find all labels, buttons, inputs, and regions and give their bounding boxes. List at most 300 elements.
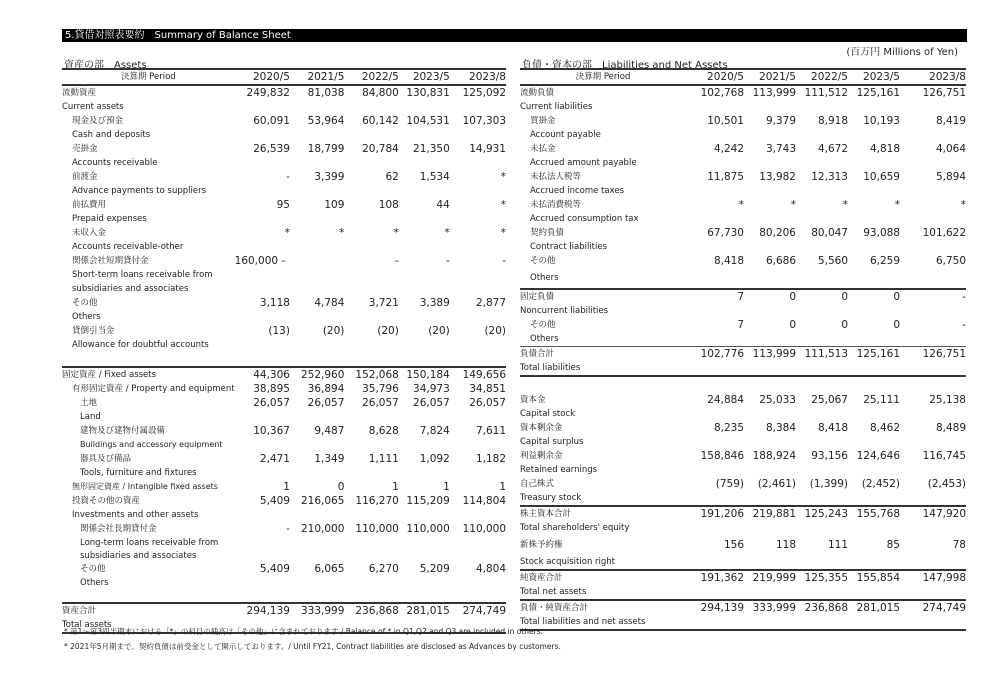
row-label-jp: 無形固定資産 / Intangible fixed assets: [72, 482, 218, 491]
cell: 104,531: [406, 115, 450, 127]
cell: 3,389: [419, 297, 450, 309]
row-label-jp: 前渡金: [72, 172, 98, 182]
row-label-jp: 現金及び預金: [72, 116, 124, 126]
cell: 60,091: [253, 115, 290, 127]
row-label-en: Tools, furniture and fixtures: [80, 468, 197, 478]
cell: 67,730: [707, 227, 744, 239]
table-row: [62, 324, 506, 338]
row-label-en: Current liabilities: [520, 102, 593, 112]
cell: 5,560: [817, 255, 848, 267]
cell: 10,367: [253, 425, 290, 437]
table-row: [520, 535, 966, 555]
cell: 10,501: [707, 115, 744, 127]
row-label-en: Accounts receivable: [72, 158, 158, 168]
row-label-jp: 固定資産 / Fixed assets: [62, 367, 235, 382]
cell: 1,182: [475, 453, 506, 465]
row-label-en: Accounts receivable-other: [72, 242, 184, 252]
footnote: * 2021年5月期まで、契約負債は前受金として開示しております。/ Until FY21, Contract liabilities are disclosed as Advances by customers.: [64, 642, 561, 651]
cell: 95: [276, 199, 290, 211]
total-net-assets-row: [520, 570, 966, 585]
cell: *: [500, 171, 506, 183]
row-label-en: Capital surplus: [520, 437, 584, 447]
row-label-en: Accrued income taxes: [530, 186, 625, 196]
cell: -: [286, 523, 290, 535]
cell: 44,306: [235, 367, 290, 382]
cell: 25,111: [863, 394, 900, 406]
cell: 7: [686, 289, 744, 304]
row-label-jp: 株主資本合計: [520, 506, 686, 521]
cell: 84,800: [362, 87, 399, 99]
cell: *: [500, 227, 506, 239]
cell: 4,818: [869, 143, 900, 155]
period-col: 2021/5: [290, 69, 344, 85]
table-row: [520, 142, 966, 156]
table-row: [62, 424, 506, 438]
cell: 1,349: [314, 453, 345, 465]
row-label-en: Others: [530, 273, 559, 283]
row-label-jp: 前払費用: [72, 200, 107, 210]
cell: 111,512: [804, 87, 848, 99]
cell: 8,418: [817, 422, 848, 434]
row-label-en: Accrued amount payable: [530, 158, 637, 168]
cell: 93,156: [811, 450, 848, 462]
cell: 160,000 -: [234, 255, 286, 267]
cell: *: [500, 199, 506, 211]
row-label-jp: 未払法人税等: [530, 172, 582, 182]
cell: 110,000: [462, 523, 506, 535]
cell: 116,745: [922, 450, 966, 462]
row-label-en: Noncurrent liabilities: [520, 306, 609, 316]
row-label-jp: その他: [530, 256, 556, 266]
table-row: [62, 452, 506, 466]
cell: 5,409: [259, 563, 290, 575]
table-row: [62, 367, 506, 382]
cell: *: [339, 227, 345, 239]
table-row: [520, 226, 966, 240]
cell: 35,796: [362, 383, 399, 395]
cell: 4,242: [713, 143, 744, 155]
row-label-jp: 負債・純資産合計: [520, 600, 686, 615]
cell: 5,894: [935, 171, 966, 183]
row-label-jp: 土地: [80, 398, 98, 408]
cell: *: [284, 227, 290, 239]
table-row: [520, 421, 966, 435]
cell: 125,161: [848, 347, 900, 362]
cell: 294,139: [235, 603, 290, 618]
table-row: [520, 114, 966, 128]
period-col: 2022/5: [796, 69, 848, 85]
cell: 6,259: [869, 255, 900, 267]
cell: 20,784: [362, 143, 399, 155]
table-row: [520, 318, 966, 332]
cell: 85: [886, 539, 900, 551]
cell: 8,462: [869, 422, 900, 434]
row-label-jp: その他: [80, 564, 106, 574]
table-row: [62, 296, 506, 310]
table-row: [62, 142, 506, 156]
cell: 80,206: [759, 227, 796, 239]
cell: 8,489: [935, 422, 966, 434]
cell: 8,419: [935, 115, 966, 127]
row-label-en: Total assets: [62, 618, 506, 633]
cell: 109: [324, 199, 345, 211]
cell: 333,999: [744, 600, 796, 615]
cell: 2,877: [475, 297, 506, 309]
cell: 0: [841, 319, 848, 331]
cell: 0: [744, 289, 796, 304]
cell: -: [502, 255, 506, 267]
cell: -: [395, 255, 399, 267]
assets-header-row: [62, 69, 506, 85]
row-label-jp: 未収入金: [72, 228, 107, 238]
cell: 125,092: [462, 87, 506, 99]
total-shareholders-equity-row: [520, 506, 966, 521]
row-label-en: Stock acquisition right: [520, 557, 615, 567]
row-label-jp: 流動負債: [520, 88, 555, 98]
row-label-en: Cash and deposits: [72, 130, 151, 140]
cell: 5,209: [419, 563, 450, 575]
cell: 191,362: [686, 570, 744, 585]
unit-label: (百万円 Millions of Yen): [846, 47, 958, 58]
cell: 249,832: [246, 87, 290, 99]
cell: 126,751: [900, 347, 966, 362]
cell: (13): [268, 325, 290, 337]
table-row: [62, 562, 506, 576]
cell: 216,065: [300, 495, 345, 507]
cell: *: [960, 199, 966, 211]
cell: 10,659: [863, 171, 900, 183]
cell: 1,092: [419, 453, 450, 465]
cell: 155,768: [848, 506, 900, 521]
cell: 150,184: [399, 367, 450, 382]
cell: 0: [893, 319, 900, 331]
period-col: 2023/8: [450, 69, 506, 85]
cell: 24,884: [707, 394, 744, 406]
cell: 8,418: [713, 255, 744, 267]
row-label-jp: 有形固定資産 / Property and equipment: [72, 384, 235, 394]
row-label-en: Treasury stock: [520, 493, 582, 503]
cell: 0: [796, 289, 848, 304]
cell: 7,611: [475, 425, 506, 437]
cell: 25,138: [929, 394, 966, 406]
cell: 3,399: [314, 171, 345, 183]
cell: 34,851: [469, 383, 506, 395]
cell: *: [738, 199, 744, 211]
liabilities-header-row: [520, 69, 966, 85]
cell: (20): [428, 325, 450, 337]
cell: [290, 254, 344, 268]
row-label-jp: その他: [72, 298, 98, 308]
period-col: 2023/5: [848, 69, 900, 85]
cell: *: [894, 199, 900, 211]
cell: 147,998: [900, 570, 966, 585]
cell: 21,350: [413, 143, 450, 155]
cell: 1: [392, 481, 399, 493]
cell: 93,088: [863, 227, 900, 239]
section-title-bar: 5.貸借対照表要約 Summary of Balance Sheet: [62, 29, 967, 42]
cell: 113,999: [744, 347, 796, 362]
cell: 5,409: [259, 495, 290, 507]
cell: 147,920: [900, 506, 966, 521]
cell: 111,513: [796, 347, 848, 362]
cell: 26,057: [253, 397, 290, 409]
cell: 114,804: [462, 495, 506, 507]
cell: 219,881: [744, 506, 796, 521]
cell: 3,743: [765, 143, 796, 155]
period-col: 2020/5: [686, 69, 744, 85]
cell: 14,931: [469, 143, 506, 155]
cell: 111: [827, 539, 848, 551]
cell: 0: [848, 289, 900, 304]
cell: 6,750: [935, 255, 966, 267]
cell: (20): [322, 325, 345, 337]
cell: 1,534: [419, 171, 450, 183]
cell: 188,924: [752, 450, 796, 462]
cell: 156: [723, 539, 744, 551]
row-label-en: Prepaid expenses: [72, 214, 147, 224]
cell: 4,064: [935, 143, 966, 155]
cell: 130,831: [406, 87, 450, 99]
cell: 333,999: [290, 603, 344, 618]
cell: 102,768: [700, 87, 744, 99]
row-label-en: Others: [80, 578, 109, 588]
table-row: [520, 85, 966, 100]
cell: (2,452): [861, 478, 900, 490]
table-row: [62, 254, 506, 268]
cell: 118: [775, 539, 796, 551]
row-label-en: Current assets: [62, 102, 124, 112]
row-label-en: Capital stock: [520, 409, 576, 419]
cell: 210,000: [300, 523, 345, 535]
cell: *: [444, 227, 450, 239]
cell: 11,875: [707, 171, 744, 183]
row-label-jp: 売掛金: [72, 144, 98, 154]
cell: 107,303: [462, 115, 506, 127]
row-label-jp: 資本金: [520, 395, 546, 405]
row-label-en: Others: [530, 334, 559, 344]
row-label-jp: 利益剰余金: [520, 451, 563, 461]
cell: 281,015: [399, 603, 450, 618]
cell: 110,000: [355, 523, 399, 535]
cell: 53,964: [307, 115, 345, 127]
row-label-jp: 契約負債: [530, 228, 565, 238]
cell: 4,784: [314, 297, 345, 309]
cell: 1: [283, 481, 290, 493]
cell: 124,646: [856, 450, 900, 462]
cell: 236,868: [344, 603, 398, 618]
total-liabilities-row: [520, 347, 966, 362]
cell: 13,982: [759, 171, 796, 183]
cell: 158,846: [700, 450, 744, 462]
row-label-en: Accrued consumption tax: [530, 214, 639, 224]
cell: 25,033: [759, 394, 796, 406]
assets-table: [62, 68, 506, 634]
row-label-en: subsidiaries and associates: [80, 551, 197, 561]
cell: 8,628: [368, 425, 399, 437]
row-label-jp: その他: [530, 320, 556, 330]
cell: -: [900, 289, 966, 304]
row-label-jp: 貸倒引当金: [72, 326, 115, 336]
cell: 219,999: [744, 570, 796, 585]
cell: 8,918: [817, 115, 848, 127]
footnote: * 第1～第3四半期末における「*」の科目の残高は「その他」に含まれております / Balance of * in Q1,Q2 and Q3 are included in others.: [64, 627, 543, 636]
cell: 60,142: [362, 115, 399, 127]
period-col: 2020/5: [235, 69, 290, 85]
cell: 125,355: [796, 570, 848, 585]
cell: 2,471: [259, 453, 290, 465]
cell: 9,379: [765, 115, 796, 127]
table-row: [62, 480, 506, 494]
total-assets-row: [62, 603, 506, 618]
row-label-jp: 純資産合計: [520, 570, 686, 585]
cell: 10,193: [863, 115, 900, 127]
row-label-jp: 固定負債: [520, 289, 686, 304]
row-label-jp: 資産合計: [62, 603, 235, 618]
row-label-jp: 新株予約権: [520, 540, 563, 550]
row-label-en: Short-term loans receivable from: [72, 270, 213, 280]
cell: 3,118: [259, 297, 290, 309]
row-label-jp: 未払金: [530, 144, 556, 154]
liabilities-section-title: 負債・資本の部 Liabilities and Net Assets: [522, 60, 728, 71]
period-header: 決算期 Period: [520, 69, 686, 85]
cell: 0: [789, 319, 796, 331]
cell: 78: [952, 539, 966, 551]
table-row: [62, 494, 506, 508]
cell: 4,804: [475, 563, 506, 575]
row-label-en: Total liabilities: [520, 361, 966, 376]
row-label-en: Buildings and accessory equipment: [80, 440, 223, 449]
cell: 274,749: [450, 603, 506, 618]
cell: -: [445, 255, 450, 267]
cell: 38,895: [253, 383, 290, 395]
cell: 115,209: [406, 495, 450, 507]
table-row: [62, 198, 506, 212]
cell: 25,067: [811, 394, 848, 406]
cell: 34,973: [413, 383, 450, 395]
cell: (20): [377, 325, 399, 337]
row-label-jp: 流動資産: [62, 88, 97, 98]
cell: -: [962, 319, 966, 331]
period-header: 決算期 Period: [62, 69, 235, 85]
row-label-en: Total net assets: [520, 587, 587, 597]
cell: 18,799: [307, 143, 345, 155]
cell: 0: [337, 481, 345, 493]
cell: 44: [436, 199, 450, 211]
cell: 26,057: [307, 397, 345, 409]
cell: 1,111: [368, 453, 399, 465]
table-row: [520, 198, 966, 212]
row-label-jp: 資本剰余金: [520, 423, 563, 433]
assets-section-title: 資産の部 Assets: [64, 60, 147, 71]
table-row: [520, 449, 966, 463]
row-label-en: Allowance for doubtful accounts: [72, 340, 209, 350]
table-row: [62, 226, 506, 240]
row-label-jp: 建物及び建物付属設備: [80, 426, 166, 436]
cell: 8,235: [713, 422, 744, 434]
cell: 152,068: [344, 367, 398, 382]
cell: (2,453): [927, 478, 966, 490]
row-label-en: Investments and other assets: [72, 510, 199, 520]
row-label-en: Advance payments to suppliers: [72, 186, 207, 196]
row-label-en: Retained earnings: [520, 465, 598, 475]
cell: 7: [737, 319, 744, 331]
cell: 101,622: [922, 227, 966, 239]
cell: 26,057: [469, 397, 506, 409]
table-row: [62, 170, 506, 184]
cell: 81,038: [307, 87, 345, 99]
cell: *: [790, 199, 796, 211]
cell: (759): [715, 478, 744, 490]
period-col: 2022/5: [344, 69, 398, 85]
cell: 36,894: [307, 383, 345, 395]
table-row: [62, 85, 506, 100]
table-row: [62, 382, 506, 396]
row-label-en: Total liabilities and net assets: [520, 615, 966, 630]
row-label-jp: 投資その他の資産: [72, 496, 141, 506]
liabilities-table: [520, 68, 966, 631]
cell: 125,243: [796, 506, 848, 521]
table-row: [520, 477, 966, 491]
cell: 9,487: [314, 425, 345, 437]
cell: 26,057: [413, 397, 450, 409]
cell: 110,000: [406, 523, 450, 535]
cell: 8,384: [765, 422, 796, 434]
cell: 149,656: [450, 367, 506, 382]
cell: 26,057: [362, 397, 399, 409]
cell: 3,721: [368, 297, 399, 309]
table-row: [520, 254, 966, 268]
cell: 252,960: [290, 367, 344, 382]
row-label-jp: 買掛金: [530, 116, 556, 126]
cell: 6,065: [314, 563, 345, 575]
table-row: [520, 289, 966, 304]
cell: 6,686: [765, 255, 796, 267]
period-col: 2021/5: [744, 69, 796, 85]
cell: 274,749: [900, 600, 966, 615]
cell: (2,461): [757, 478, 796, 490]
cell: 191,206: [686, 506, 744, 521]
cell: 26,539: [253, 143, 290, 155]
row-label-jp: 自己株式: [520, 479, 555, 489]
cell: 126,751: [922, 87, 966, 99]
cell: 62: [385, 171, 399, 183]
cell: 7,824: [419, 425, 450, 437]
cell: 6,270: [368, 563, 399, 575]
row-label-en: Contract liabilities: [530, 242, 608, 252]
row-label-en: Total shareholders' equity: [520, 523, 630, 533]
row-label-en: Land: [80, 412, 101, 422]
cell: 4,672: [817, 143, 848, 155]
cell: 80,047: [811, 227, 848, 239]
cell: 294,139: [686, 600, 744, 615]
cell: (1,399): [809, 478, 848, 490]
cell: *: [393, 227, 399, 239]
row-label-en: Account payable: [530, 130, 601, 140]
cell: 125,161: [856, 87, 900, 99]
cell: 113,999: [752, 87, 796, 99]
total-liabilities-net-assets-row: [520, 600, 966, 615]
cell: 236,868: [796, 600, 848, 615]
row-label-jp: 負債合計: [520, 347, 686, 362]
cell: 116,270: [355, 495, 399, 507]
row-label-en: Others: [72, 312, 101, 322]
cell: 1: [443, 481, 450, 493]
period-col: 2023/5: [399, 69, 450, 85]
cell: (20): [484, 325, 506, 337]
table-row: [520, 170, 966, 184]
cell: 108: [378, 199, 399, 211]
period-col: 2023/8: [900, 69, 966, 85]
